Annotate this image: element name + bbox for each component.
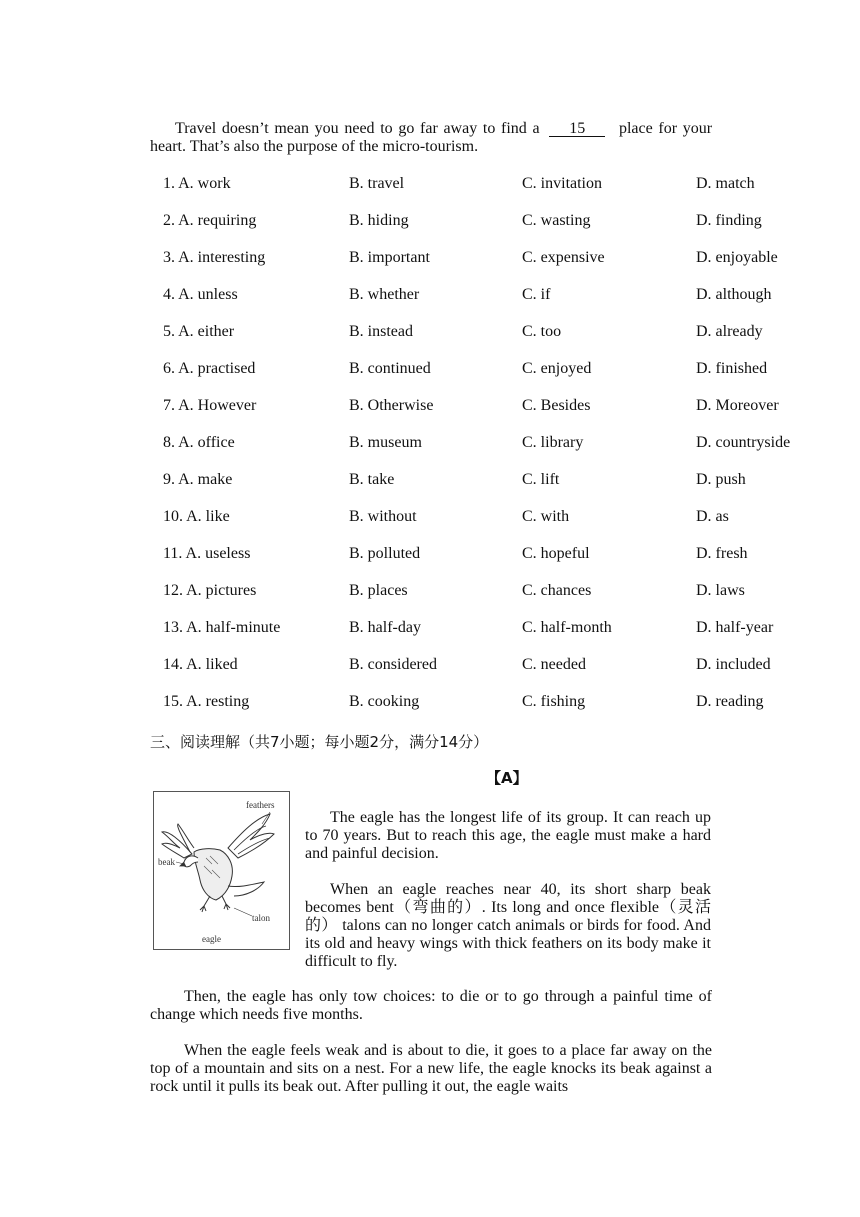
option-b: B. Otherwise — [349, 397, 434, 414]
option-a: 13. A. half-minute — [163, 619, 281, 636]
option-d: D. Moreover — [696, 397, 779, 414]
option-a: 6. A. practised — [163, 360, 256, 377]
option-b: B. instead — [349, 323, 413, 340]
option-c: C. needed — [522, 656, 586, 673]
option-b: B. considered — [349, 656, 437, 673]
option-d: D. although — [696, 286, 772, 303]
option-row — [0, 397, 860, 417]
option-row — [0, 286, 860, 306]
option-b: B. museum — [349, 434, 422, 451]
option-d: D. finished — [696, 360, 768, 377]
option-row — [0, 619, 860, 639]
option-b: B. cooking — [349, 693, 420, 710]
option-d: D. countryside — [696, 434, 791, 451]
option-b: B. continued — [349, 360, 431, 377]
option-d: D. included — [696, 656, 771, 673]
option-a: 9. A. make — [163, 471, 233, 488]
option-d: D. laws — [696, 582, 745, 599]
eagle-figure — [153, 791, 290, 950]
option-row — [0, 656, 860, 676]
option-c: C. lift — [522, 471, 560, 488]
option-c: C. too — [522, 323, 562, 340]
option-row — [0, 471, 860, 491]
option-c: C. Besides — [522, 397, 591, 414]
option-b: B. half-day — [349, 619, 421, 636]
label-talon: talon — [252, 913, 270, 923]
option-row — [0, 434, 860, 454]
option-a: 15. A. resting — [163, 693, 250, 710]
option-c: C. chances — [522, 582, 592, 599]
option-c: C. invitation — [522, 175, 602, 192]
option-c: C. half-month — [522, 619, 612, 636]
option-d: D. reading — [696, 693, 764, 710]
option-row — [0, 582, 860, 602]
intro-text-after: place for your heart. That’s also the purpose of the micro-tourism. — [150, 120, 713, 155]
label-eagle: eagle — [202, 934, 221, 944]
option-c: C. expensive — [522, 249, 605, 266]
option-row — [0, 693, 860, 713]
option-a: 1. A. work — [163, 175, 231, 192]
option-b: B. without — [349, 508, 417, 525]
option-row — [0, 508, 860, 528]
option-a: 5. A. either — [163, 323, 235, 340]
option-d: D. half-year — [696, 619, 774, 636]
option-b: B. polluted — [349, 545, 421, 562]
passage-paragraph-2: When an eagle reaches near 40, its short sharp beak becomes bent（弯曲的）. Its long and once flexible（灵活的） talons can no longer catch animals or birds for food. And its old and heavy wings with thick feathers on its body make it difficult to fly. — [305, 881, 711, 970]
option-d: D. enjoyable — [696, 249, 778, 266]
option-c: C. wasting — [522, 212, 591, 229]
option-c: C. if — [522, 286, 551, 303]
intro-paragraph — [150, 120, 712, 156]
option-b: B. take — [349, 471, 395, 488]
option-a: 2. A. requiring — [163, 212, 257, 229]
option-c: C. enjoyed — [522, 360, 592, 377]
option-c: C. fishing — [522, 693, 586, 710]
option-a: 14. A. liked — [163, 656, 238, 673]
section-title: 三、阅读理解（共7小题；每小题2分，满分14分） — [150, 733, 489, 751]
option-b: B. important — [349, 249, 430, 266]
option-d: D. fresh — [696, 545, 748, 562]
option-a: 12. A. pictures — [163, 582, 257, 599]
option-row — [0, 360, 860, 380]
label-beak: beak — [158, 857, 175, 867]
passage-paragraph-4: When the eagle feels weak and is about to die, it goes to a place far away on the top of a mountain and sits on a nest. For a new life, the eagle knocks its beak against a rock until it pulls its beak out. After pulling it out, the eagle waits — [150, 1042, 712, 1095]
passage-paragraph-1: The eagle has the longest life of its group. It can reach up to 70 years. But to reach this age, the eagle must make a hard and painful decision. — [305, 809, 711, 862]
option-a: 10. A. like — [163, 508, 230, 525]
option-d: D. finding — [696, 212, 762, 229]
option-d: D. push — [696, 471, 746, 488]
option-c: C. hopeful — [522, 545, 590, 562]
option-a: 11. A. useless — [163, 545, 251, 562]
option-a: 4. A. unless — [163, 286, 238, 303]
option-a: 8. A. office — [163, 434, 235, 451]
option-a: 7. A. However — [163, 397, 257, 414]
option-d: D. match — [696, 175, 755, 192]
option-row — [0, 212, 860, 232]
option-b: B. hiding — [349, 212, 409, 229]
option-c: C. library — [522, 434, 584, 451]
option-a: 3. A. interesting — [163, 249, 266, 266]
label-feathers: feathers — [246, 800, 275, 810]
option-d: D. as — [696, 508, 729, 525]
blank-15: 15 — [549, 122, 605, 137]
passage-paragraph-3: Then, the eagle has only tow choices: to die or to go through a painful time of change which needs five months. — [150, 988, 712, 1023]
passage-label: 【A】 — [486, 769, 528, 787]
eagle-illustration — [154, 792, 289, 949]
option-d: D. already — [696, 323, 763, 340]
intro-text-before: Travel doesn’t mean you need to go far away to find a — [175, 120, 540, 137]
option-c: C. with — [522, 508, 570, 525]
option-row — [0, 323, 860, 343]
option-b: B. travel — [349, 175, 405, 192]
option-b: B. whether — [349, 286, 420, 303]
option-row — [0, 545, 860, 565]
option-row — [0, 175, 860, 195]
option-row — [0, 249, 860, 269]
option-b: B. places — [349, 582, 408, 599]
